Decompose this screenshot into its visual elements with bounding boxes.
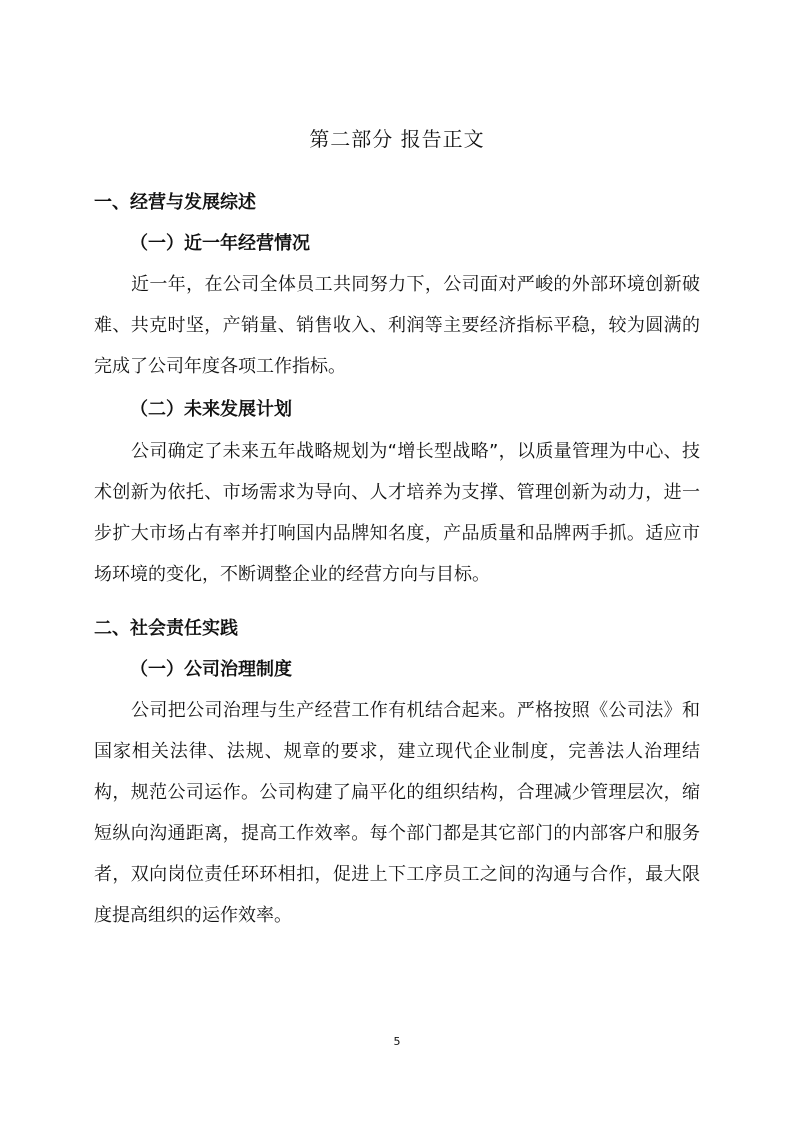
section-heading-1: 一、经营与发展综述: [94, 192, 256, 213]
subsection-heading-2-1: （一）公司治理制度: [130, 659, 292, 680]
page-number: 5: [393, 1035, 401, 1048]
subsection-heading-1-1: （一）近一年经营情况: [130, 233, 310, 254]
section-heading-2: 二、社会责任实践: [94, 618, 238, 639]
paragraph-1-2: 公司确定了未来五年战略规划为“增长型战略”，以质量管理为中心、技术创新为依托、市场需求为导向、人才培养为支撑、管理创新为动力，进一步扩大市场占有率并打响国内品牌知名度，产品质量和品牌两手抓。适应市场环境的变化，不断调整企业的经营方向与目标。: [94, 441, 700, 585]
paragraph-2-1: 公司把公司治理与生产经营工作有机结合起来。严格按照《公司法》和国家相关法律、法规、规章的要求，建立现代企业制度，完善法人治理结构，规范公司运作。公司构建了扁平化的组织结构，合理减少管理层次，缩短纵向沟通距离，提高工作效率。每个部门都是其它部门的内部客户和服务者，双向岗位责任环环相扣，促进上下工序员工之间的沟通与合作，最大限度提高组织的运作效率。: [94, 700, 700, 926]
part-title: 第二部分 报告正文: [309, 127, 485, 151]
paragraph-1-1: 近一年，在公司全体员工共同努力下，公司面对严峻的外部环境创新破难、共克时坚，产销量、销售收入、利润等主要经济指标平稳，较为圆满的完成了公司年度各项工作指标。: [94, 274, 700, 377]
subsection-heading-1-2: （二）未来发展计划: [130, 399, 292, 420]
